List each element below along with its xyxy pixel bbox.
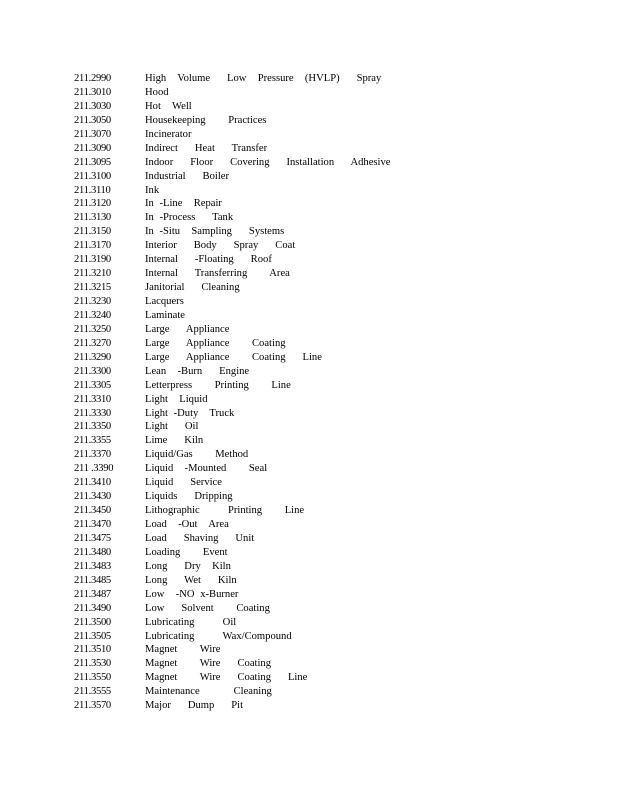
defined-term: Indirect Heat Transfer (145, 142, 268, 154)
section-number: 211.3490 (74, 602, 111, 614)
section-number: 211.3355 (74, 435, 111, 447)
list-item (74, 671, 594, 685)
section-number: 211.3483 (74, 560, 111, 572)
list-item (74, 100, 594, 114)
defined-term: Magnet Wire Coating Line (145, 672, 308, 684)
section-number: 211.3030 (74, 100, 111, 112)
list-item (74, 685, 594, 699)
defined-term: Lacquers (145, 296, 184, 307)
section-number: 211.3230 (74, 296, 111, 307)
list-item (74, 699, 594, 713)
defined-term: Large Appliance Coating (145, 337, 286, 349)
section-number: 211.3570 (74, 700, 111, 712)
list-item (74, 657, 594, 671)
section-number: 211.3470 (74, 519, 111, 530)
section-number: 211.3210 (74, 268, 111, 280)
list-item (74, 546, 594, 560)
list-item (74, 239, 594, 253)
defined-term: Load Shaving Unit (145, 532, 255, 544)
definitions-index-list (74, 72, 594, 713)
section-number: 211.3050 (74, 114, 111, 126)
list-item (74, 114, 594, 128)
list-item (74, 490, 594, 504)
list-item (74, 532, 594, 546)
defined-term: Major Dump Pit (145, 700, 244, 712)
defined-term: In -Line Repair (145, 198, 222, 210)
section-number: 211.3215 (74, 282, 111, 294)
section-number: 211.2990 (74, 73, 111, 84)
list-item (74, 420, 594, 434)
section-number: 211.3305 (74, 379, 111, 391)
list-item (74, 211, 594, 225)
defined-term: High Volume Low Pressure (HVLP) Spray (145, 73, 382, 84)
defined-term: Hood (145, 86, 169, 98)
section-number: 211.3500 (74, 616, 111, 628)
section-number: 211.3310 (74, 393, 111, 405)
defined-term: Janitorial Cleaning (145, 282, 240, 294)
section-number: 211.3120 (74, 198, 111, 210)
defined-term: Internal -Floating Roof (145, 254, 272, 266)
list-item (74, 156, 594, 170)
defined-term: Liquid -Mounted Seal (145, 463, 268, 475)
section-number: 211.3240 (74, 309, 111, 321)
list-item (74, 393, 594, 407)
section-number: 211.3485 (74, 574, 111, 586)
defined-term: Laminate (145, 309, 186, 321)
list-item (74, 337, 594, 351)
defined-term: Loading Event (145, 546, 228, 558)
defined-term: Industrial Boiler (145, 170, 230, 182)
list-item (74, 323, 594, 337)
list-item (74, 86, 594, 100)
section-number: 211.3555 (74, 686, 111, 698)
list-item (74, 504, 594, 518)
defined-term: Load -Out Area (145, 519, 229, 530)
section-number: 211.3190 (74, 254, 111, 266)
list-item (74, 588, 594, 602)
defined-term: Lubricating Wax/Compound (145, 630, 292, 642)
list-item (74, 434, 594, 448)
defined-term: In -Situ Sampling Systems (145, 226, 285, 238)
section-number: 211.3095 (74, 156, 111, 168)
section-number: 211.3510 (74, 644, 111, 656)
section-number: 211.3430 (74, 491, 111, 503)
list-item (74, 184, 594, 198)
list-item (74, 72, 594, 86)
list-item (74, 170, 594, 184)
defined-term: Light Liquid (145, 393, 208, 405)
section-number: 211.3505 (74, 630, 111, 642)
defined-term: Large Appliance (145, 323, 230, 335)
list-item (74, 462, 594, 476)
defined-term: Lime Kiln (145, 435, 204, 447)
defined-term: Liquid/Gas Method (145, 449, 249, 461)
defined-term: Lubricating Oil (145, 616, 237, 628)
section-number: 211.3170 (74, 240, 111, 252)
defined-term: Incinerator (145, 128, 192, 140)
defined-term: Hot Well (145, 100, 192, 112)
list-item (74, 225, 594, 239)
list-item (74, 309, 594, 323)
section-number: 211.3487 (74, 588, 111, 600)
section-number: 211 .3390 (74, 463, 114, 475)
defined-term: Low Solvent Coating (145, 602, 270, 614)
defined-term: Housekeeping Practices (145, 114, 267, 126)
section-number: 211.3130 (74, 212, 111, 224)
section-number: 211.3250 (74, 323, 111, 335)
section-number: 211.3350 (74, 421, 111, 433)
defined-term: Magnet Wire Coating (145, 658, 272, 670)
section-number: 211.3410 (74, 477, 111, 489)
section-number: 211.3150 (74, 226, 111, 238)
defined-term: Magnet Wire (145, 644, 221, 656)
list-item (74, 602, 594, 616)
defined-term: Large Appliance Coating Line (145, 351, 322, 363)
list-item (74, 476, 594, 490)
section-number: 211.3530 (74, 658, 111, 670)
list-item (74, 630, 594, 644)
defined-term: Indoor Floor Covering Installation Adhesive (145, 156, 391, 168)
defined-term: Internal Transferring Area (145, 268, 290, 280)
section-number: 211.3300 (74, 365, 111, 377)
list-item (74, 574, 594, 588)
list-item (74, 448, 594, 462)
defined-term: Liquid Service (145, 477, 222, 489)
list-item (74, 379, 594, 393)
defined-term: Letterpress Printing Line (145, 379, 291, 391)
section-number: 211.3480 (74, 546, 111, 558)
list-item (74, 560, 594, 574)
list-item (74, 267, 594, 281)
defined-term: Maintenance Cleaning (145, 686, 272, 698)
list-item (74, 616, 594, 630)
section-number: 211.3090 (74, 142, 111, 154)
section-number: 211.3550 (74, 672, 111, 684)
defined-term: In -Process Tank (145, 212, 234, 224)
section-number: 211.3110 (74, 184, 111, 196)
list-item (74, 365, 594, 379)
defined-term: Light -Duty Truck (145, 407, 235, 419)
list-item (74, 351, 594, 365)
section-number: 211.3475 (74, 532, 111, 544)
list-item (74, 518, 594, 532)
defined-term: Liquids Dripping (145, 491, 233, 503)
section-number: 211.3370 (74, 449, 111, 461)
defined-term: Lithographic Printing Line (145, 505, 305, 517)
section-number: 211.3290 (74, 351, 111, 363)
list-item (74, 197, 594, 211)
defined-term: Low -NO x-Burner (145, 588, 239, 600)
list-item (74, 295, 594, 309)
section-number: 211.3270 (74, 337, 111, 349)
defined-term: Interior Body Spray Coat (145, 240, 296, 252)
list-item (74, 407, 594, 421)
defined-term: Lean -Burn Engine (145, 365, 250, 377)
list-item (74, 281, 594, 295)
defined-term: Light Oil (145, 421, 199, 433)
list-item (74, 643, 594, 657)
section-number: 211.3330 (74, 407, 111, 419)
list-item (74, 128, 594, 142)
defined-term: Ink (145, 184, 160, 196)
defined-term: Long Wet Kiln (145, 574, 237, 586)
section-number: 211.3100 (74, 170, 111, 182)
defined-term: Long Dry Kiln (145, 560, 231, 572)
list-item (74, 142, 594, 156)
section-number: 211.3070 (74, 128, 111, 140)
section-number: 211.3450 (74, 505, 111, 517)
section-number: 211.3010 (74, 86, 111, 98)
list-item (74, 253, 594, 267)
